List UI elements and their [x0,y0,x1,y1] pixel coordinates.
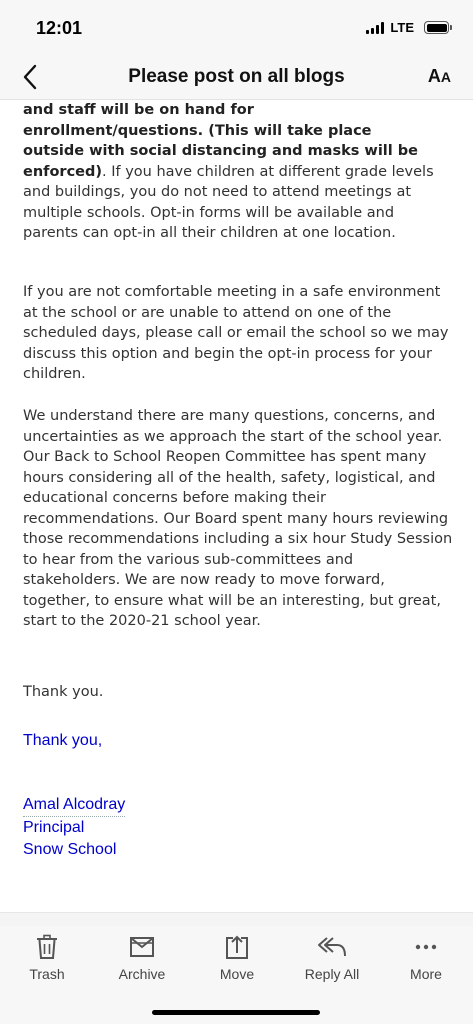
signature-thanks: Thank you, [23,732,103,749]
move-icon [224,934,250,960]
trash-label: Trash [29,966,65,982]
paragraph-1-text: . If you have children at different grade levels and buildings, you do not need to attend meetings at multiple schools. Opt-in forms will be available and parents can opt-in all their children at one location. [23,163,434,241]
battery-icon [424,21,449,34]
trash-button[interactable] [7,934,87,982]
nav-bar [0,54,473,100]
reply-all-icon [317,934,347,960]
more-label: More [410,966,442,982]
status-time: 12:01 [36,18,83,38]
paragraph-3: We understand there are many questions, concerns, and uncertainties as we approach the start of the school year. Our Back to School Reopen Committee has spent many hours considering all of the health, safety, logistical, and educational concerns before making their recommendations. Our Board spent many hours reviewing those recommendations including a six hour Study Session to hear from the various sub-committees and stakeholders. We are now ready to move forward, together, to ensure what will be an interesting, but great, start to the 2020-21 school year. [23,408,453,629]
toolbar-divider [0,912,473,926]
move-label: Move [219,966,255,982]
paragraph-2: If you are not comfortable meeting in a safe environment at the school or are unable to attend on one of the scheduled days, please call or email the school so we may discuss this option and begin the opt-in process for your children. [23,284,449,382]
text-size-small: A [440,69,451,85]
email-body [0,100,473,912]
text-size-big: A [427,66,441,86]
signature-school: Snow School [23,841,117,858]
signal-icon [366,22,384,34]
status-indicators [366,20,449,35]
status-bar [0,0,473,54]
home-indicator[interactable] [152,1010,320,1015]
more-icon [413,934,439,960]
archive-button[interactable] [102,934,182,982]
reply-all-label: Reply All [304,966,360,982]
page-title: Please post on all blogs [128,66,345,87]
archive-label: Archive [118,966,166,982]
text-size-button[interactable] [428,66,451,87]
back-button[interactable] [14,60,46,94]
bold-line-c: outside with social distancing and masks will be [23,143,418,159]
signature-block [23,794,453,861]
bold-line-d: enforced) [23,163,103,180]
paragraph-1 [23,100,453,244]
chevron-left-icon [22,64,38,90]
more-button[interactable] [386,934,466,982]
signature-role: Principal [23,819,85,836]
reply-all-button[interactable] [292,934,372,982]
move-button[interactable] [197,934,277,982]
signature-name: Amal Alcodray [23,794,125,817]
paragraph-4: Thank you. [23,684,104,700]
bold-line-a: and staff will be on hand for [23,102,254,118]
bold-line-b: enrollment/questions. (This will take place [23,122,372,139]
archive-icon [129,934,155,960]
network-type: LTE [390,20,414,35]
trash-icon [35,934,59,960]
